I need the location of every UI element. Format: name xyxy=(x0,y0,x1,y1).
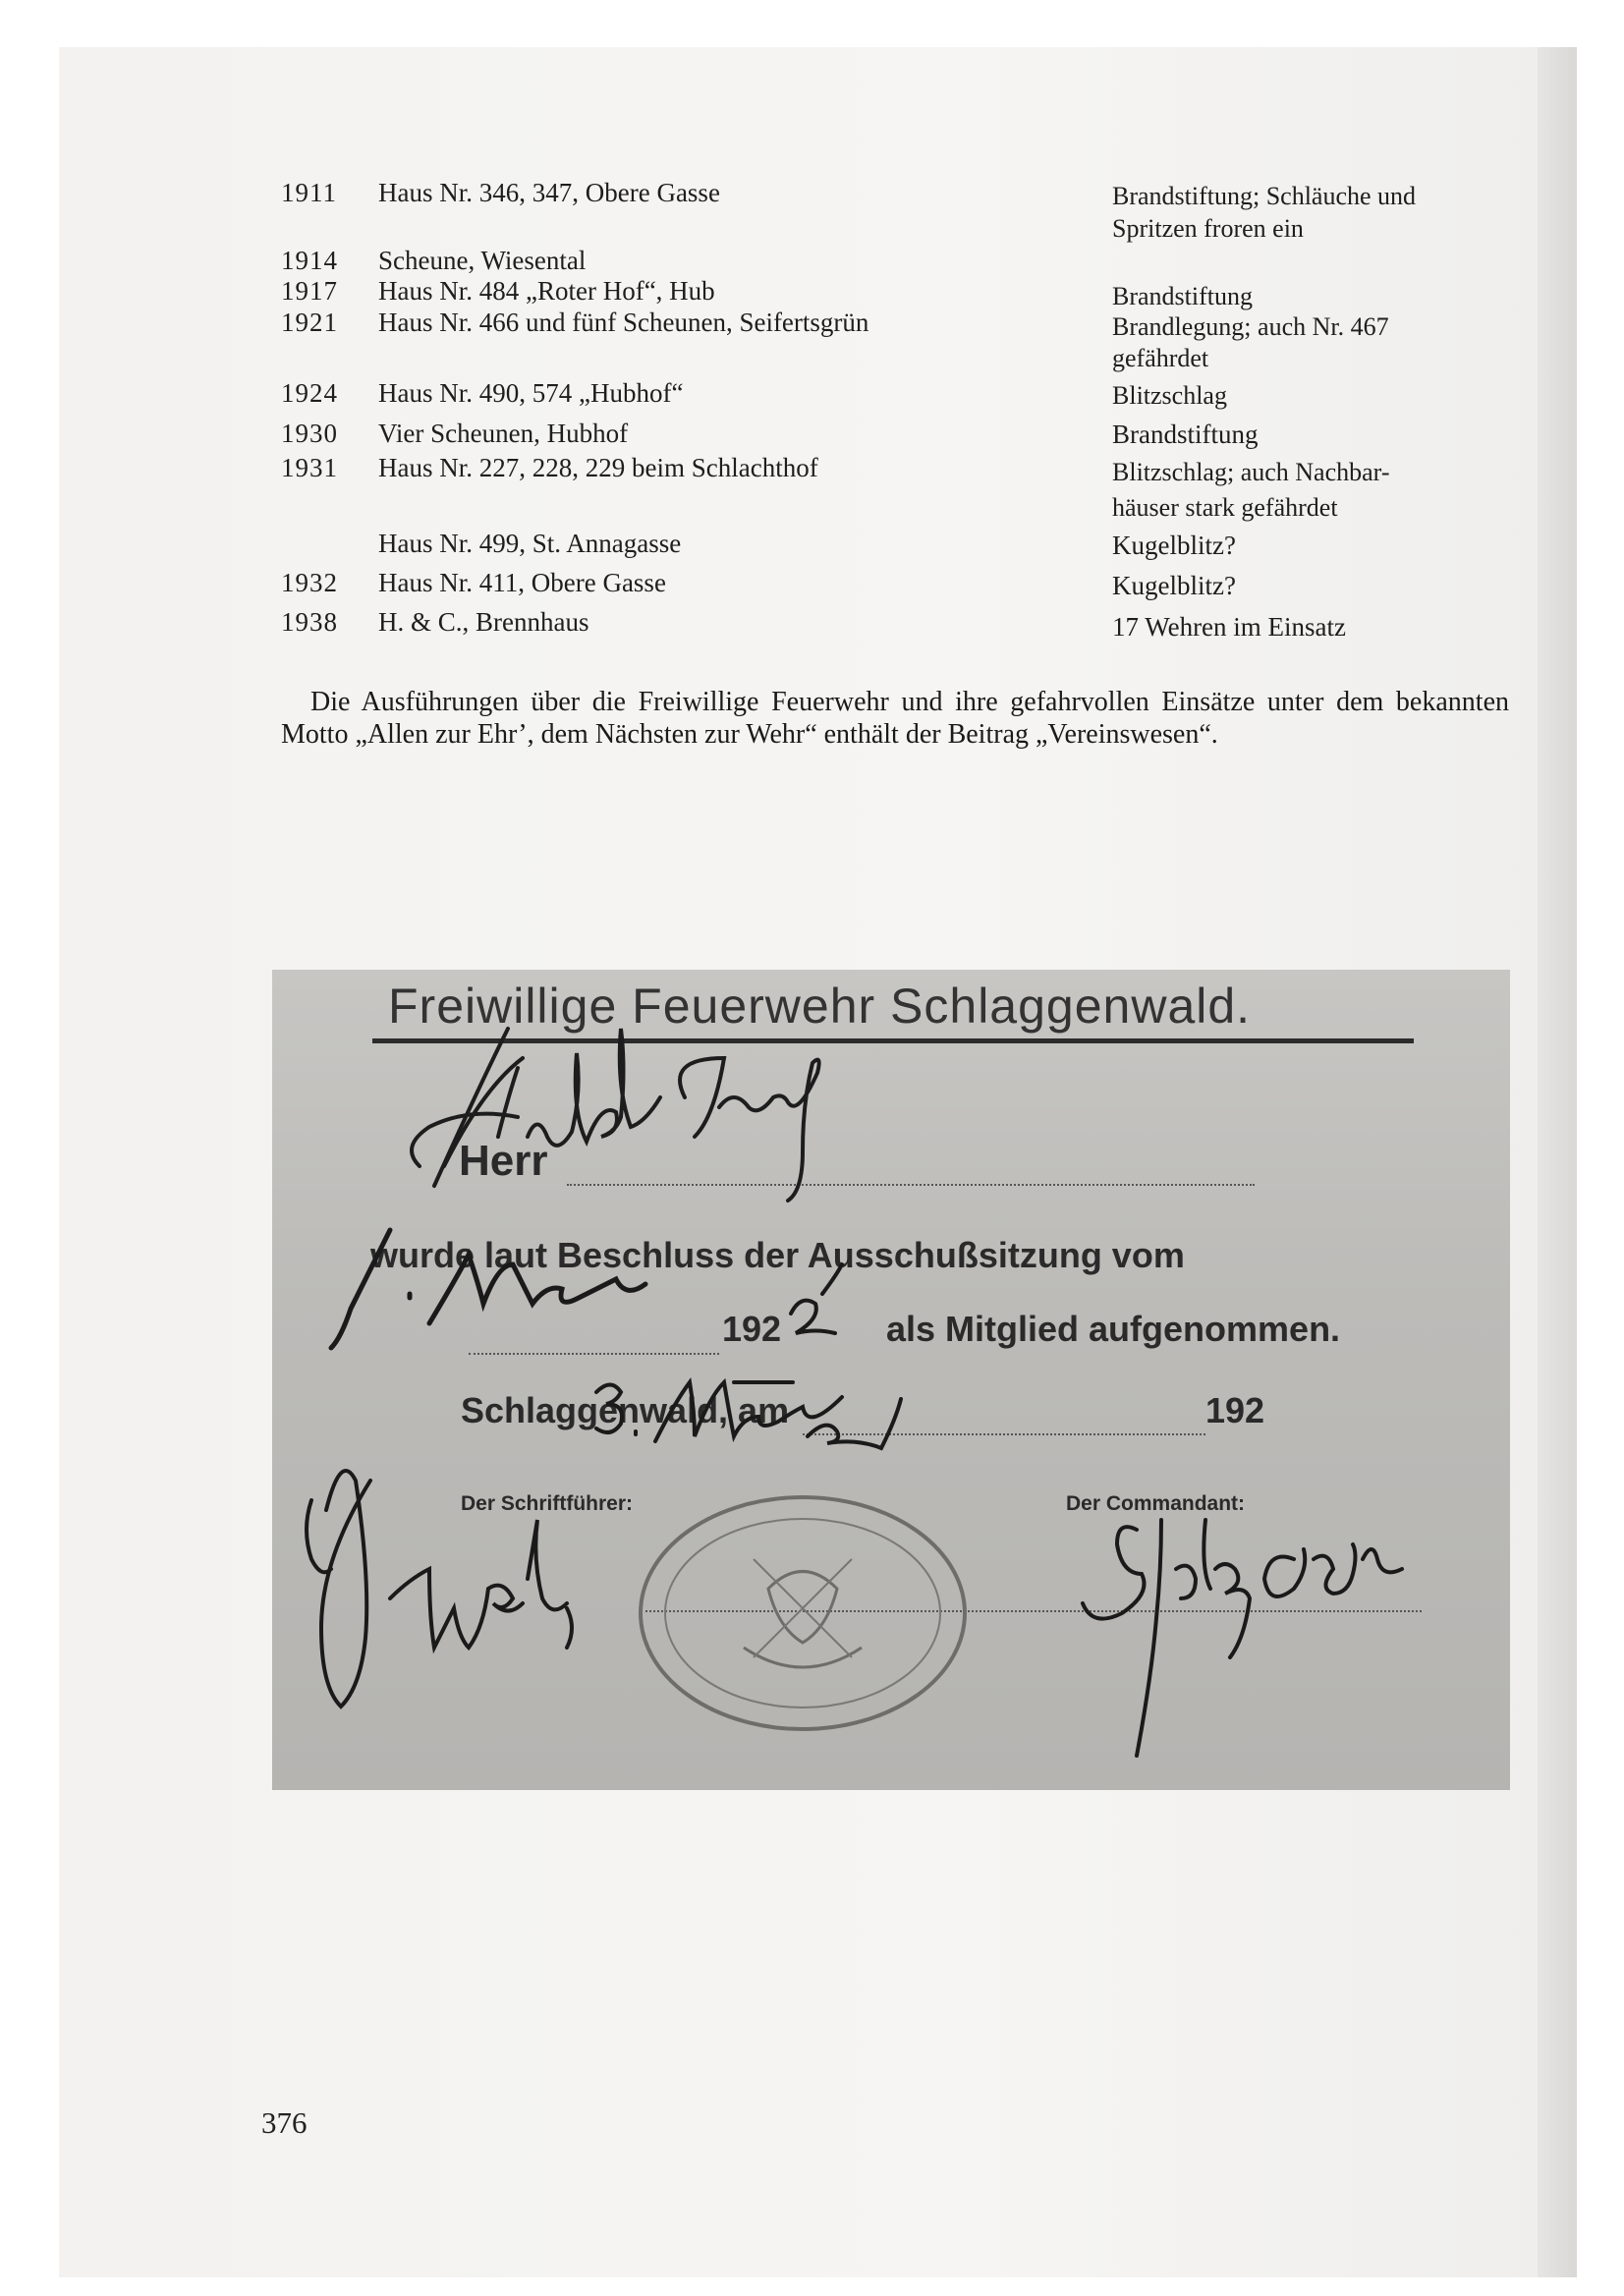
entry-description: Haus Nr. 411, Obere Gasse xyxy=(378,568,666,597)
handwritten-year-digit-1 xyxy=(791,1264,842,1333)
entry-year: 1921 xyxy=(281,308,338,337)
entry-year: 1930 xyxy=(281,419,338,448)
entry-year: 1911 xyxy=(281,178,337,207)
entry-description: Haus Nr. 227, 228, 229 beim Schlachthof xyxy=(378,453,818,482)
entry-year: 1914 xyxy=(281,246,338,275)
page-number: 376 xyxy=(261,2105,308,2140)
secretary-signature xyxy=(307,1471,572,1707)
year-prefix-2: 192 xyxy=(1205,1390,1265,1430)
entry-description: Haus Nr. 484 „Roter Hof“, Hub xyxy=(378,276,715,306)
entry-year: 1917 xyxy=(281,276,338,306)
entry-note: Brandstiftung xyxy=(1112,282,1253,310)
place-text: Schlaggenwald, am xyxy=(461,1390,790,1430)
herr-label: Herr xyxy=(459,1137,548,1185)
entry-note: Blitzschlag xyxy=(1112,381,1227,410)
commander-label: Der Commandant: xyxy=(1066,1492,1246,1515)
entry-note: Brandstiftung; Schläuche und Spritzen froren ein xyxy=(1112,182,1417,243)
entry-note: Brandlegung; auch Nr. 467 gefährdet xyxy=(1112,312,1389,372)
handwritten-name xyxy=(412,1029,819,1201)
entry-description: Scheune, Wiesental xyxy=(378,246,587,275)
entry-description: H. & C., Brennhaus xyxy=(378,607,589,637)
entry-description: Haus Nr. 499, St. Annagasse xyxy=(378,529,682,558)
year-prefix-1: 192 xyxy=(722,1309,782,1349)
handwritten-date-2 xyxy=(596,1382,901,1448)
entry-note: Blitzschlag; auch Nachbar-häuser stark gefährdet xyxy=(1112,458,1390,522)
entry-note: Kugelblitz? xyxy=(1112,571,1236,600)
membership-certificate-image xyxy=(272,970,1510,1790)
handwritten-date-1 xyxy=(331,1230,645,1348)
entry-note: Kugelblitz? xyxy=(1112,531,1236,560)
entry-note: Brandstiftung xyxy=(1112,420,1259,449)
entry-year: 1938 xyxy=(281,607,338,637)
entry-description: Vier Scheunen, Hubhof xyxy=(378,419,629,448)
resolution-text: wurde laut Beschluss der Ausschußsitzung vom xyxy=(370,1235,1185,1275)
entry-year: 1932 xyxy=(281,568,338,597)
commander-signature xyxy=(1083,1520,1402,1756)
body-paragraph xyxy=(281,686,1509,751)
entry-description: Haus Nr. 490, 574 „Hubhof“ xyxy=(378,378,684,408)
paragraph-text: Die Ausführungen über die Freiwillige Feuerwehr und ihre gefahrvollen Einsätze unter dem bekannten Motto „Allen zur Ehr’, dem Nächsten zur Wehr“ enthält der Beitrag „Vereinswesen“. xyxy=(281,687,1509,750)
member-text: als Mitglied aufgenommen. xyxy=(886,1309,1341,1349)
entry-description: Haus Nr. 346, 347, Obere Gasse xyxy=(378,178,720,207)
official-stamp xyxy=(641,1497,965,1729)
entry-description: Haus Nr. 466 und fünf Scheunen, Seifertsgrün xyxy=(378,308,869,337)
certificate-title: Freiwillige Feuerwehr Schlaggenwald. xyxy=(388,979,1252,1034)
entry-year: 1931 xyxy=(281,453,338,482)
entry-year: 1924 xyxy=(281,378,338,408)
entry-note: 17 Wehren im Einsatz xyxy=(1112,612,1347,642)
secretary-label: Der Schriftführer: xyxy=(461,1492,634,1515)
handwriting-and-stamp xyxy=(272,970,1510,1790)
